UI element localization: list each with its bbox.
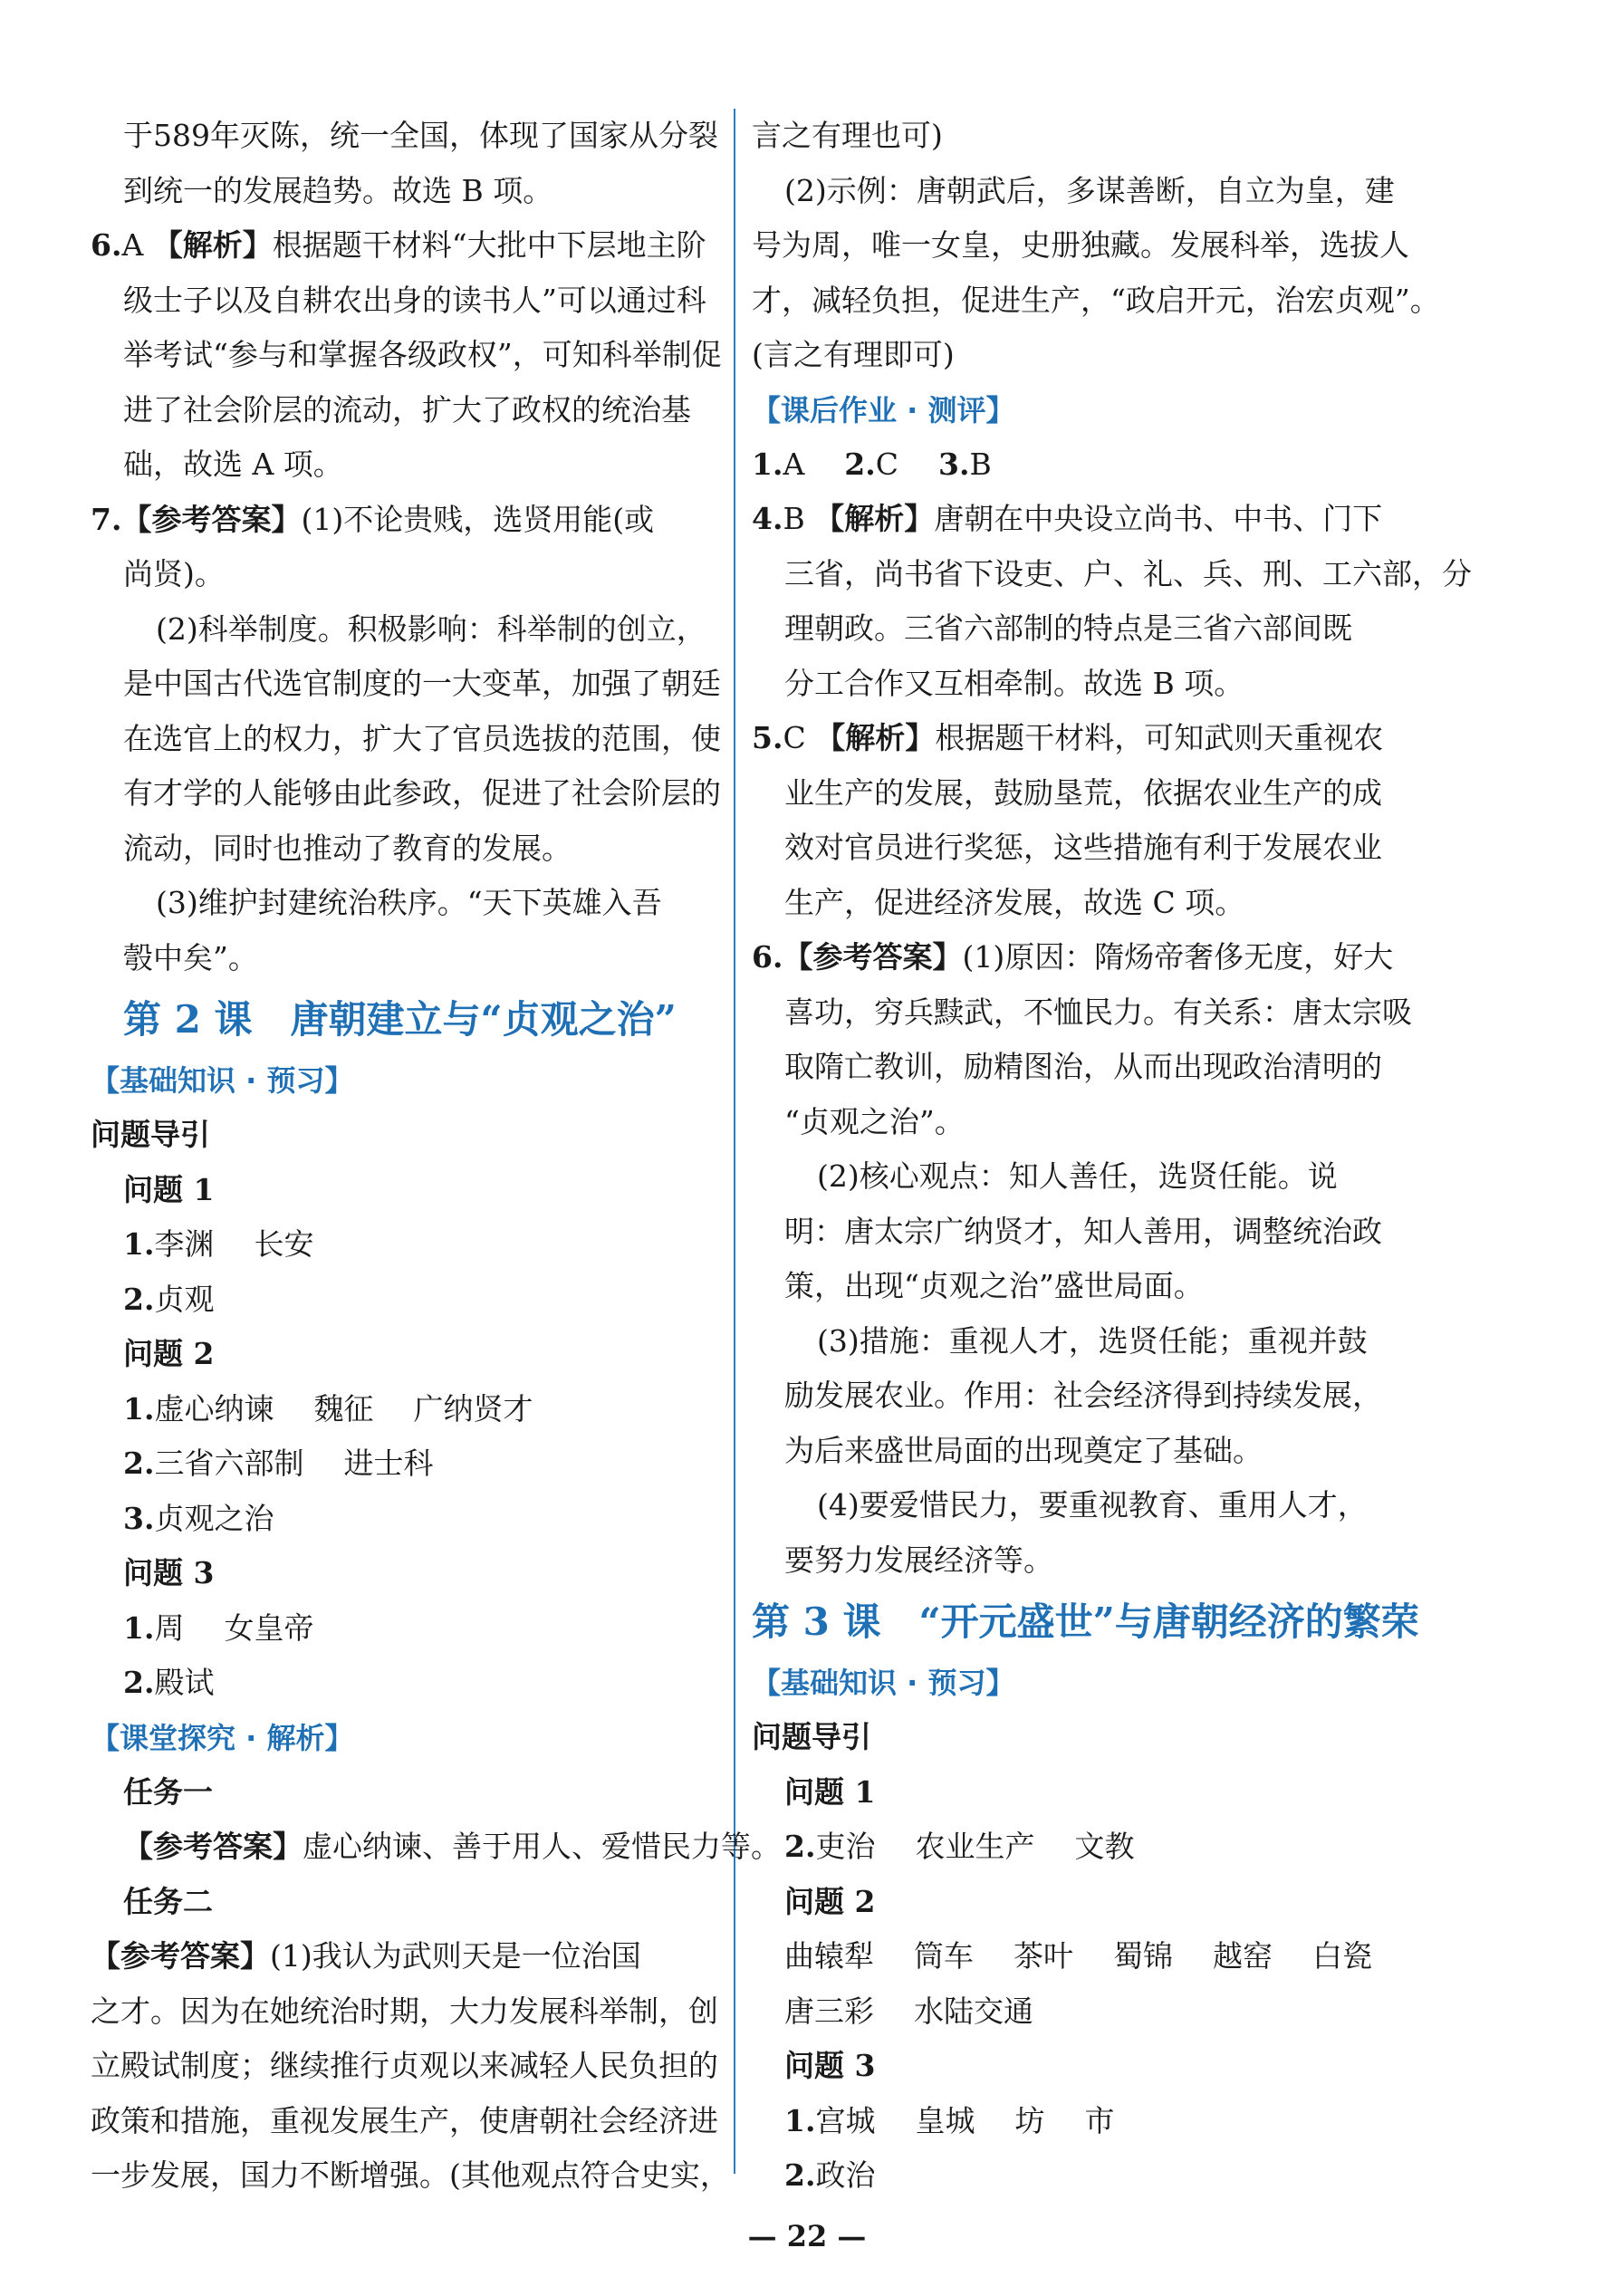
question-7 xyxy=(91,493,725,548)
item-number: 1. xyxy=(752,446,783,482)
answer-letter: B xyxy=(969,446,992,482)
answer-item: 越窑 xyxy=(1213,1938,1273,1974)
section-header-homework: 【课后作业 · 测评】 xyxy=(752,392,1015,427)
text-line: (3)措施：重视人才，选贤任能；重视并鼓 xyxy=(817,1322,1368,1359)
task-1-answer xyxy=(91,1820,781,1875)
answer-item: 广纳贤才 xyxy=(413,1390,533,1427)
text-line: 立殿试制度；继续推行贞观以来减轻人民负担的 xyxy=(91,2048,718,2083)
text-line: (2)核心观点：知人善任，选贤任能。说 xyxy=(817,1158,1338,1194)
item-number: 1. xyxy=(123,1609,155,1646)
section-header-classroom: 【课堂探究 · 解析】 xyxy=(91,1720,354,1755)
item-number: 2. xyxy=(123,1665,155,1700)
answer-item: 白瓷 xyxy=(1312,1938,1372,1974)
lesson-3-title: 第 3 课 “开元盛世”与唐朝经济的繁荣 xyxy=(752,1600,1419,1644)
answer-letter: C xyxy=(875,446,898,482)
text-line: 策，出现“贞观之治”盛世局面。 xyxy=(784,1268,1204,1303)
item-number: 2. xyxy=(123,1446,155,1481)
item-number: 2. xyxy=(784,1829,816,1864)
text-line: (3)维护封建统治秩序。“天下英雄入吾 xyxy=(156,885,662,920)
answer-item: 水陆交通 xyxy=(914,1993,1033,2029)
text-line: 流动，同时也推动了教育的发展。 xyxy=(123,830,572,866)
answer-item: 吏治 xyxy=(815,1829,876,1864)
text-line: (4)要爱惜民力，要重视教育、重用人才， xyxy=(817,1487,1368,1523)
answer-line xyxy=(752,1820,1386,1875)
text-line: 明：唐太宗广纳贤才，知人善用，调整统治政 xyxy=(784,1213,1382,1249)
text-line: 举考试“参与和掌握各级政权”，可知科举制促 xyxy=(123,337,722,372)
section-header-preview: 【基础知识 · 预习】 xyxy=(752,1666,1015,1700)
problem-1-heading: 问题 1 xyxy=(123,1171,215,1207)
text-line: 喜功，穷兵黩武，不恤民力。有关系：唐太宗吸 xyxy=(784,994,1412,1030)
item-number: 2. xyxy=(123,1281,155,1317)
text-line: 一步发展，国力不断增强。(其他观点符合史实， xyxy=(91,2157,730,2193)
text-line: 理朝政。三省六部制的特点是三省六部间既 xyxy=(784,610,1352,646)
text-line: 在选官上的权力，扩大了官员选拔的范围，使 xyxy=(123,720,721,756)
multiple-choice-answers xyxy=(752,437,1386,493)
question-6 xyxy=(752,930,1394,985)
answer-line xyxy=(91,1436,725,1492)
answer-letter: B xyxy=(783,501,805,536)
item-number: 2. xyxy=(784,2157,816,2193)
item-number: 3. xyxy=(938,446,970,482)
question-number: 5. xyxy=(752,720,783,755)
answer-line xyxy=(752,1929,1386,1984)
problem-1-heading: 问题 1 xyxy=(784,1773,876,1810)
answer-item: 三省六部制 xyxy=(154,1446,304,1481)
item-number: 1. xyxy=(784,2102,816,2138)
answer-item: 蜀锦 xyxy=(1113,1938,1173,1974)
answer-line xyxy=(91,1382,725,1437)
question-5 xyxy=(752,711,1386,766)
answer-item: 农业生产 xyxy=(915,1829,1035,1864)
answer-item: 筒车 xyxy=(914,1938,974,1974)
question-6 xyxy=(91,218,725,274)
text-line: 尚贤)。 xyxy=(123,556,225,591)
answer-item: 曲辕犁 xyxy=(784,1938,874,1974)
answer-letter: C xyxy=(783,720,806,755)
answer-line xyxy=(752,2148,1386,2204)
answer-item: 周 xyxy=(154,1609,185,1646)
question-number: 6. xyxy=(752,939,783,975)
answer-letter: A xyxy=(783,446,805,482)
question-number: 4. xyxy=(752,501,783,536)
section-header-preview: 【基础知识 · 预习】 xyxy=(91,1063,354,1098)
text-line: 是中国古代选官制度的一大变革，加强了朝廷 xyxy=(123,666,721,701)
analysis-tag: 【解析】 xyxy=(815,720,936,755)
answer-item: 魏征 xyxy=(313,1390,374,1427)
answer-line xyxy=(91,1656,725,1711)
question-text: 唐朝在中央设立尚书、中书、门下 xyxy=(934,501,1383,536)
text-line: 言之有理也可) xyxy=(752,118,943,153)
answer-item: 唐三彩 xyxy=(784,1993,874,2029)
answer-line xyxy=(91,1217,725,1273)
text-line: 进了社会阶层的流动，扩大了政权的统治基 xyxy=(123,391,691,427)
question-guide-heading: 问题导引 xyxy=(91,1117,210,1152)
task-2-answer xyxy=(91,1929,725,1984)
question-text: (1)原因：隋炀帝奢侈无度，好大 xyxy=(962,939,1394,975)
text-line: 有才学的人能够由此参政，促进了社会阶层的 xyxy=(123,775,721,811)
text-line: 之才。因为在她统治时期，大力发展科举制，创 xyxy=(91,1993,718,2029)
task-1-heading: 任务一 xyxy=(123,1773,213,1810)
text-line: 分工合作又互相牵制。故选 B 项。 xyxy=(784,665,1244,701)
text-line: 效对官员进行奖惩，这些措施有利于发展农业 xyxy=(784,830,1382,865)
answer-item: 贞观 xyxy=(154,1281,215,1317)
text-line: 级士子以及自耕农出身的读书人”可以通过科 xyxy=(123,282,706,318)
text-line: (2)示例：唐朝武后，多谋善断，自立为皇，建 xyxy=(784,172,1395,208)
right-column xyxy=(752,109,1472,2204)
page-number: — 22 — xyxy=(747,2219,867,2253)
problem-2-heading: 问题 2 xyxy=(784,1883,876,1919)
answer-text: 虚心纳谏、善于用人、爱惜民力等。 xyxy=(303,1829,781,1864)
text-line: 到统一的发展趋势。故选 B 项。 xyxy=(123,172,553,208)
text-line: 才，减轻负担，促进生产，“政启开元，治宏贞观”。 xyxy=(752,282,1440,318)
question-number: 7. xyxy=(91,501,122,537)
answer-item: 贞观之治 xyxy=(154,1500,274,1536)
text-line: 于589年灭陈，统一全国，体现了国家从分裂 xyxy=(123,118,718,153)
question-text: 根据题干材料“大批中下层地主阶 xyxy=(272,227,706,263)
item-number: 2. xyxy=(844,446,876,482)
analysis-tag: 【解析】 xyxy=(814,501,935,536)
text-line: 彀中矣”。 xyxy=(123,939,258,975)
answer-item: 殿试 xyxy=(154,1665,215,1700)
answer-item: 茶叶 xyxy=(1014,1938,1073,1974)
problem-3-heading: 问题 3 xyxy=(784,2048,876,2083)
problem-2-heading: 问题 2 xyxy=(123,1336,215,1371)
problem-3-heading: 问题 3 xyxy=(123,1555,215,1590)
answer-item: 女皇帝 xyxy=(224,1609,314,1646)
question-text: (1)不论贵贱，选贤用能(或 xyxy=(301,501,655,537)
left-column xyxy=(91,109,781,2204)
answer-line xyxy=(91,1601,725,1657)
analysis-tag: 【解析】 xyxy=(152,227,273,263)
lesson-2-title: 第 2 课 唐朝建立与“贞观之治” xyxy=(123,997,677,1042)
text-line: 取隋亡教训，励精图治，从而出现政治清明的 xyxy=(784,1049,1382,1084)
text-line: (2)科举制度。积极影响：科举制的创立， xyxy=(156,610,706,647)
question-4 xyxy=(752,492,1386,547)
answer-text: (1)我认为武则天是一位治国 xyxy=(270,1938,641,1974)
answer-item: 市 xyxy=(1084,2102,1115,2138)
text-line: (言之有理即可) xyxy=(752,337,955,372)
answer-item: 进士科 xyxy=(343,1446,434,1481)
answer-item: 虚心纳谏 xyxy=(154,1390,274,1427)
item-number: 1. xyxy=(123,1390,155,1427)
answer-line xyxy=(91,1492,725,1547)
text-line: 为后来盛世局面的出现奠定了基础。 xyxy=(784,1432,1263,1468)
text-line: 础，故选 A 项。 xyxy=(123,447,343,482)
answer-item: 宫城 xyxy=(815,2102,876,2138)
answer-tag: 【参考答案】 xyxy=(123,1829,303,1864)
text-line: 励发展农业。作用：社会经济得到持续发展， xyxy=(784,1378,1382,1413)
answer-line xyxy=(752,2094,1386,2149)
answer-item: 坊 xyxy=(1014,2102,1045,2138)
text-line: “贞观之治”。 xyxy=(784,1103,965,1139)
answer-tag: 【参考答案】 xyxy=(783,939,963,975)
answer-item: 皇城 xyxy=(915,2102,975,2138)
task-2-heading: 任务二 xyxy=(123,1883,213,1919)
item-number: 3. xyxy=(123,1500,155,1536)
answer-line xyxy=(91,1273,725,1328)
question-text: 根据题干材料，可知武则天重视农 xyxy=(935,720,1384,755)
question-guide-heading: 问题导引 xyxy=(752,1719,871,1754)
answer-letter: A xyxy=(121,227,144,263)
answer-item: 政治 xyxy=(815,2157,876,2193)
answer-item: 李渊 xyxy=(154,1226,215,1262)
answer-item: 长安 xyxy=(254,1226,314,1262)
text-line: 政策和措施，重视发展生产，使唐朝社会经济进 xyxy=(91,2102,718,2138)
text-line: 生产，促进经济发展，故选 C 项。 xyxy=(784,884,1245,920)
answer-line xyxy=(752,1984,1386,2040)
text-line: 三省，尚书省下设吏、户、礼、兵、刑、工六部，分 xyxy=(784,555,1472,591)
question-number: 6. xyxy=(91,227,122,263)
text-line: 号为周，唯一女皇，史册独藏。发展科举，选拔人 xyxy=(752,227,1409,263)
item-number: 1. xyxy=(123,1226,155,1262)
answer-tag: 【参考答案】 xyxy=(121,501,302,537)
answer-tag: 【参考答案】 xyxy=(91,1938,270,1974)
text-line: 要努力发展经济等。 xyxy=(784,1542,1053,1578)
answer-item: 文教 xyxy=(1074,1829,1135,1864)
text-line: 业生产的发展，鼓励垦荒，依据农业生产的成 xyxy=(784,774,1382,811)
